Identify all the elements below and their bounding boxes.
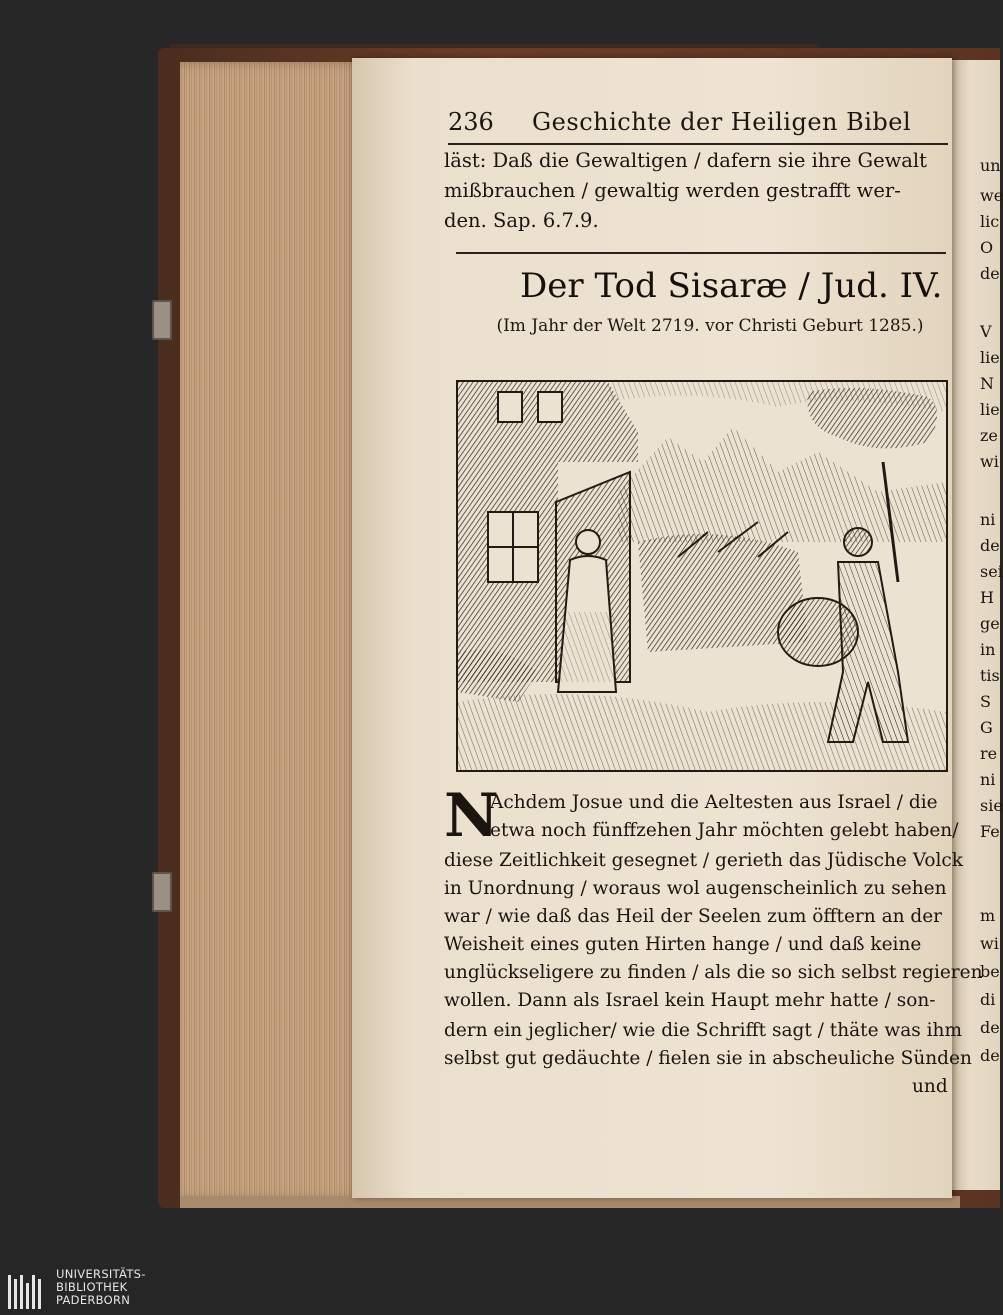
woodcut-illustration — [456, 380, 948, 772]
facing-fragment: sie — [980, 796, 1003, 815]
chapter-subtitle: (Im Jahr der Welt 2719. vor Christi Geburt 1285.) — [496, 316, 924, 336]
body-line: dern ein jeglicher/ wie die Schrifft sagt / thäte was ihm — [444, 1020, 963, 1041]
top-text-line: mißbrauchen / gewaltig werden gestrafft wer- — [444, 179, 901, 202]
facing-fragment: wi — [980, 452, 999, 471]
facing-fragment: lie — [980, 400, 1000, 419]
top-text-line: läst: Daß die Gewaltigen / dafern sie ihre Gewalt — [444, 149, 927, 172]
facing-fragment: di — [980, 990, 996, 1009]
drop-cap: N — [444, 781, 499, 851]
facing-fragment: lic — [980, 212, 1000, 231]
facing-fragment: Fe — [980, 822, 1000, 841]
page-number: 236 — [448, 108, 494, 136]
facing-fragment: m — [980, 906, 996, 925]
facing-fragment: sei — [980, 562, 1003, 581]
facing-fragment: wi — [980, 934, 999, 953]
chapter-title: Der Tod Sisaræ / Jud. IV. — [520, 266, 943, 306]
body-line: diese Zeitlichkeit gesegnet / gerieth das Jüdische Volck — [444, 850, 964, 871]
facing-fragment: we — [980, 186, 1003, 205]
facing-fragment: ni — [980, 510, 996, 529]
clasp-upper — [152, 300, 172, 340]
body-line: wollen. Dann als Israel kein Haupt mehr hatte / son- — [444, 990, 936, 1011]
body-line: war / wie daß das Heil der Seelen zum öfftern an der — [444, 906, 943, 927]
facing-fragment: O — [980, 238, 994, 257]
facing-fragment: ze — [980, 426, 998, 445]
library-name-line: UNIVERSITÄTS- — [56, 1267, 146, 1281]
facing-fragment: de — [980, 1046, 1000, 1065]
facing-fragment: N — [980, 374, 994, 393]
woodcut-image — [458, 382, 946, 770]
clasp-lower — [152, 872, 172, 912]
facing-fragment: in — [980, 640, 996, 659]
header-rule — [448, 143, 948, 145]
facing-fragment: V — [980, 322, 992, 341]
body-line: selbst gut gedäuchte / fielen sie in abscheuliche Sünden — [444, 1048, 972, 1069]
body-line: Achdem Josue und die Aeltesten aus Israel / die — [490, 792, 938, 813]
facing-fragment: tis — [980, 666, 1000, 685]
library-name-line: PADERBORN — [56, 1293, 131, 1307]
facing-fragment: de — [980, 1018, 1000, 1037]
page-header — [448, 108, 948, 142]
top-text-line: den. Sap. 6.7.9. — [444, 209, 599, 232]
body-line: unglückseligere zu finden / als die so sich selbst regieren — [444, 962, 983, 983]
running-head: Geschichte der Heiligen Bibel — [532, 108, 912, 136]
footer-bar — [0, 1265, 1000, 1315]
page-block-edge — [180, 62, 362, 1200]
facing-fragment: ni — [980, 770, 996, 789]
facing-fragment: S — [980, 692, 991, 711]
facing-fragment: lie — [980, 348, 1000, 367]
catchword: und — [912, 1076, 948, 1097]
facing-fragment: un — [980, 156, 1001, 175]
facing-fragment: be — [980, 962, 1000, 981]
facing-fragment: H — [980, 588, 994, 607]
library-name-line: BIBLIOTHEK — [56, 1280, 128, 1294]
facing-fragment: de — [980, 536, 1000, 555]
body-line: in Unordnung / woraus wol augenscheinlich zu sehen — [444, 878, 947, 899]
facing-fragment: de — [980, 264, 1000, 283]
library-logo-icon — [6, 1269, 50, 1311]
section-rule — [456, 252, 946, 254]
body-line: etwa noch fünffzehen Jahr möchten gelebt haben/ — [490, 820, 959, 841]
library-name — [56, 1268, 146, 1307]
facing-fragment: G — [980, 718, 993, 737]
facing-fragment: re — [980, 744, 998, 763]
facing-fragment: ge — [980, 614, 1000, 633]
body-line: Weisheit eines guten Hirten hange / und daß keine — [444, 934, 922, 955]
